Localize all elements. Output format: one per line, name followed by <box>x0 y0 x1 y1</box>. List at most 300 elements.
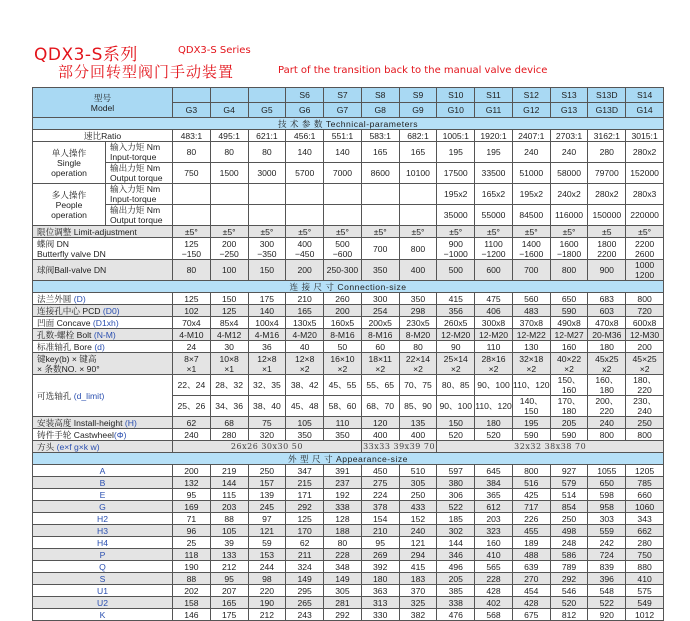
value-cell: 243 <box>286 609 324 621</box>
value-cell: 195 <box>475 142 513 163</box>
value-cell <box>324 205 362 226</box>
value-cell: 68、70 <box>361 396 399 417</box>
value-cell: 348 <box>324 561 362 573</box>
value-cell: 90、100 <box>437 396 475 417</box>
value-cell: 500 <box>437 260 475 281</box>
value-cell: 125 −150 <box>173 238 211 260</box>
table-row <box>33 329 664 341</box>
value-cell <box>286 184 324 205</box>
value-cell: 85x4 <box>210 317 248 329</box>
value-cell: 45×25 ×2 <box>626 353 664 375</box>
value-cell: 391 <box>324 465 362 477</box>
value-cell: 120 <box>361 417 399 429</box>
value-cell: 380 <box>437 477 475 489</box>
value-cell: 240x2 <box>550 184 588 205</box>
value-cell: 433 <box>399 501 437 513</box>
row-label <box>33 513 173 525</box>
table-row <box>33 477 664 489</box>
value-cell: 180、220 <box>626 375 664 396</box>
value-cell: 565 <box>475 561 513 573</box>
value-cell: 95 <box>173 489 211 501</box>
value-cell: 80 <box>173 142 211 163</box>
value-cell: 135 <box>399 417 437 429</box>
value-cell: ±5° <box>173 226 211 238</box>
value-cell: 140 <box>324 142 362 163</box>
value-cell: 212 <box>210 561 248 573</box>
row-label <box>33 537 173 549</box>
row-label <box>33 465 173 477</box>
table-row <box>33 441 664 453</box>
value-cell: 789 <box>550 561 588 573</box>
value-cell: 260x5 <box>437 317 475 329</box>
value-cell: 410 <box>475 549 513 561</box>
value-cell: ±5° <box>475 226 513 238</box>
value-cell: 102 <box>173 305 211 317</box>
value-cell: 150 <box>210 293 248 305</box>
row-label <box>33 142 106 184</box>
row-label-code: (D1xh) <box>92 317 119 328</box>
value-cell: 645 <box>475 465 513 477</box>
value-cell: 325 <box>399 597 437 609</box>
row-label-text: 法兰外圆 <box>37 293 74 304</box>
table-row <box>33 293 664 305</box>
row-sublabel: 输出力矩 Nm Output torque <box>106 163 173 184</box>
value-cell: 219 <box>210 465 248 477</box>
value-cell: 306 <box>437 489 475 501</box>
value-cell: 165 <box>210 597 248 609</box>
g-model-cell: G13 <box>550 103 588 118</box>
value-cell: 280x2 <box>626 142 664 163</box>
value-cell: 90、100 <box>475 375 513 396</box>
value-cell: 59 <box>248 537 286 549</box>
value-cell: 240 <box>173 429 211 441</box>
value-cell: ±5° <box>550 226 588 238</box>
value-cell: 58000 <box>550 163 588 184</box>
value-cell: 22×14 ×2 <box>399 353 437 375</box>
value-cell: 1400 −1600 <box>512 238 550 260</box>
value-cell: 125 <box>173 293 211 305</box>
value-cell: 195x2 <box>512 184 550 205</box>
value-cell: 62 <box>173 417 211 429</box>
row-label-text: B <box>99 477 106 488</box>
subtitle-cn: 部分回转型阀门手动装置 <box>58 63 235 81</box>
value-cell: 170、180 <box>550 396 588 417</box>
row-label-code: (Φ) <box>113 429 127 440</box>
value-cell: 50 <box>324 341 362 353</box>
row-label <box>33 525 173 537</box>
value-cell: ±5° <box>248 226 286 238</box>
row-label-text: E <box>99 489 106 500</box>
value-cell: 237 <box>324 477 362 489</box>
value-cell: 250 <box>626 417 664 429</box>
table-row <box>33 597 664 609</box>
value-cell: 546 <box>550 585 588 597</box>
value-cell: 132 <box>173 477 211 489</box>
value-cell: 36 <box>248 341 286 353</box>
g-model-cell: G10 <box>437 103 475 118</box>
value-cell: 396 <box>588 573 626 585</box>
value-cell: 280 <box>626 537 664 549</box>
value-cell: 228 <box>475 573 513 585</box>
value-cell: 18×11 ×2 <box>361 353 399 375</box>
value-cell: 520 <box>437 429 475 441</box>
value-cell: 35000 <box>437 205 475 226</box>
value-cell: 456:1 <box>286 130 324 142</box>
row-label-code: (N-M) <box>93 329 116 340</box>
value-cell: 254 <box>361 305 399 317</box>
value-cell: ±5° <box>626 226 664 238</box>
value-cell: 180 <box>475 417 513 429</box>
value-cell <box>286 205 324 226</box>
value-cell: 140、150 <box>512 396 550 417</box>
value-cell <box>210 184 248 205</box>
value-cell: 639 <box>512 561 550 573</box>
section-title: 技 术 参 数 Technical-parameters <box>33 118 664 130</box>
value-cell: 717 <box>512 501 550 513</box>
value-cell: 298 <box>399 305 437 317</box>
value-cell: 192 <box>324 489 362 501</box>
value-cell: 80 <box>248 142 286 163</box>
value-cell: 170 <box>286 525 324 537</box>
value-cell: 392 <box>361 561 399 573</box>
value-cell: 280x2 <box>588 184 626 205</box>
model-header-row <box>33 88 664 103</box>
value-cell: 370x8 <box>512 317 550 329</box>
value-cell: 313 <box>361 597 399 609</box>
value-cell: 133 <box>210 549 248 561</box>
value-cell: 116000 <box>550 205 588 226</box>
value-cell: 590 <box>550 305 588 317</box>
value-cell: 603 <box>588 305 626 317</box>
value-cell: 80 <box>210 142 248 163</box>
value-cell: 245 <box>248 501 286 513</box>
value-cell: 115 <box>210 489 248 501</box>
value-cell: 400 <box>399 260 437 281</box>
value-cell: 146 <box>173 609 211 621</box>
value-cell: 169 <box>173 501 211 513</box>
value-cell: 80、85 <box>437 375 475 396</box>
row-label-text: S <box>99 573 106 584</box>
value-cell: 880 <box>626 561 664 573</box>
value-cell: 195x2 <box>437 184 475 205</box>
value-cell: 402 <box>475 597 513 609</box>
row-label-text: H4 <box>97 537 108 548</box>
row-label-text: 单人操作 Single operation <box>51 147 87 178</box>
value-cell: 8-M16 <box>361 329 399 341</box>
value-cell: 522 <box>588 597 626 609</box>
s-model-cell: S8 <box>361 88 399 103</box>
value-cell: 25×14 ×2 <box>437 353 475 375</box>
value-cell: 559 <box>588 525 626 537</box>
value-cell: 55、65 <box>361 375 399 396</box>
value-cell: 250 <box>248 465 286 477</box>
row-label-text: 安装高度 Install-height <box>37 417 125 428</box>
table-row <box>33 501 664 513</box>
s-model-cell <box>210 88 248 103</box>
value-cell: 32×18 ×2 <box>512 353 550 375</box>
value-cell: 84500 <box>512 205 550 226</box>
value-cell: 4-M12 <box>210 329 248 341</box>
value-cell: 662 <box>626 525 664 537</box>
value-cell: 230x5 <box>399 317 437 329</box>
value-cell: 228 <box>324 549 362 561</box>
s-model-cell: S7 <box>324 88 362 103</box>
value-cell: 33x33 39x39 70 <box>363 441 436 451</box>
value-cell: 85、90 <box>399 396 437 417</box>
row-label <box>33 609 173 621</box>
value-cell: 490x8 <box>550 317 588 329</box>
value-cell: 346 <box>437 549 475 561</box>
value-cell: 650 <box>588 477 626 489</box>
row-label-text: H2 <box>97 513 108 524</box>
value-cell: 600x8 <box>626 317 664 329</box>
value-cell: 483 <box>512 305 550 317</box>
value-cell: 130x5 <box>286 317 324 329</box>
value-cell: 498 <box>550 525 588 537</box>
value-cell: 230、240 <box>626 396 664 417</box>
value-cell: 211 <box>286 549 324 561</box>
s-model-cell: S10 <box>437 88 475 103</box>
value-cell: 260 <box>324 293 362 305</box>
value-cell: 425 <box>512 489 550 501</box>
value-cell: 12-M20 <box>437 329 475 341</box>
row-label <box>33 305 173 317</box>
value-cell: 338 <box>324 501 362 513</box>
value-cell: 548 <box>588 585 626 597</box>
table-row <box>33 142 664 163</box>
value-cell: 3000 <box>248 163 286 184</box>
row-label <box>33 429 173 441</box>
value-cell: 150、160 <box>550 375 588 396</box>
value-cell: 400 <box>361 429 399 441</box>
value-cell: 4-M20 <box>286 329 324 341</box>
value-cell: 240 <box>550 142 588 163</box>
value-cell: 350 <box>399 293 437 305</box>
g-model-cell: G6 <box>286 103 324 118</box>
value-cell: 45、48 <box>286 396 324 417</box>
value-cell: 2703:1 <box>550 130 588 142</box>
value-cell: 24 <box>173 341 211 353</box>
value-cell: 200、220 <box>588 396 626 417</box>
value-cell: 2407:1 <box>512 130 550 142</box>
value-cell: 150000 <box>588 205 626 226</box>
row-label-text: 铸件手轮 Castwheel <box>37 429 114 440</box>
value-cell <box>399 205 437 226</box>
value-cell: 724 <box>588 549 626 561</box>
value-cell: 300 <box>361 293 399 305</box>
value-cell: 210 <box>361 525 399 537</box>
value-cell: 920 <box>588 609 626 621</box>
row-label-code: (d) <box>94 341 105 352</box>
s-model-cell <box>248 88 286 103</box>
value-cell: 171 <box>286 489 324 501</box>
section-header <box>33 118 664 130</box>
row-label-code: (d_limit) <box>73 390 105 401</box>
value-cell: 4-M16 <box>248 329 286 341</box>
row-label-text: 可选轴孔 <box>37 390 74 401</box>
row-sublabel: 输入力矩 Nm Input-torque <box>106 142 173 163</box>
row-label <box>33 341 173 353</box>
value-cell: 682:1 <box>399 130 437 142</box>
value-cell: 224 <box>361 489 399 501</box>
table-row <box>33 130 664 142</box>
value-cell: 280 <box>210 429 248 441</box>
g-model-cell: G14 <box>626 103 664 118</box>
value-cell: 475 <box>475 293 513 305</box>
row-label <box>33 353 173 375</box>
row-label <box>33 597 173 609</box>
value-cell: 10100 <box>399 163 437 184</box>
value-cell: 71 <box>173 513 211 525</box>
value-cell: 144 <box>437 537 475 549</box>
value-cell: 95 <box>361 537 399 549</box>
table-row <box>33 609 664 621</box>
value-cell: 149 <box>286 573 324 585</box>
value-cell: 17500 <box>437 163 475 184</box>
value-cell: 549 <box>626 597 664 609</box>
value-cell: 45x25 x2 <box>588 353 626 375</box>
value-cell: 303 <box>588 513 626 525</box>
row-label <box>33 260 173 281</box>
value-cell: 98 <box>248 573 286 585</box>
value-cell: 415 <box>399 561 437 573</box>
value-cell: 269 <box>361 549 399 561</box>
value-cell: 428 <box>475 585 513 597</box>
value-cell: 150 <box>437 417 475 429</box>
value-cell: 900 −1000 <box>437 238 475 260</box>
value-cell: 25、26 <box>173 396 211 417</box>
value-cell: 149 <box>324 573 362 585</box>
value-cell: 215 <box>286 477 324 489</box>
value-cell: 105 <box>210 525 248 537</box>
value-cell: 212 <box>248 609 286 621</box>
value-cell: ±5 <box>588 226 626 238</box>
value-cell <box>248 184 286 205</box>
table-row <box>33 525 664 537</box>
value-cell: 1800 2200 <box>588 238 626 260</box>
value-cell: 165 <box>361 142 399 163</box>
spec-table <box>32 87 664 621</box>
value-cell: 455 <box>512 525 550 537</box>
value-cell: 28、32 <box>210 375 248 396</box>
g-model-cell: G4 <box>210 103 248 118</box>
value-cell: 476 <box>437 609 475 621</box>
value-cell: 62 <box>286 537 324 549</box>
value-cell: 165x2 <box>475 184 513 205</box>
value-cell <box>248 205 286 226</box>
value-cell: 350 <box>286 429 324 441</box>
row-label-text: 键key(b) × 键高 × 条数NO. × 90° <box>37 353 100 374</box>
value-cell: 12-M30 <box>626 329 664 341</box>
row-label <box>33 184 106 226</box>
value-cell: 598 <box>588 489 626 501</box>
table-row <box>33 585 664 597</box>
value-cell <box>173 184 211 205</box>
table-row <box>33 305 664 317</box>
value-cell: 68 <box>210 417 248 429</box>
g-model-cell: G7 <box>324 103 362 118</box>
value-cell: 568 <box>475 609 513 621</box>
value-cell: 363 <box>361 585 399 597</box>
row-label-text: Q <box>99 561 106 572</box>
value-cell: 1000 1200 <box>626 260 664 281</box>
value-cell: 100 <box>210 260 248 281</box>
value-cell: 839 <box>588 561 626 573</box>
value-cell: 350 <box>324 429 362 441</box>
row-label-text: 孔数-螺栓 Bolt <box>37 329 94 340</box>
value-cell: 240 <box>399 525 437 537</box>
row-label-text: 蝶阀 DN Butterfly valve DN <box>37 238 106 259</box>
value-cell: 330 <box>361 609 399 621</box>
value-cell: 3162:1 <box>588 130 626 142</box>
value-cell: 1920:1 <box>475 130 513 142</box>
value-cell: 152 <box>399 513 437 525</box>
value-cell: 365 <box>475 489 513 501</box>
value-cell: 28×16 ×2 <box>475 353 513 375</box>
value-cell: 157 <box>248 477 286 489</box>
value-cell: 80 <box>399 341 437 353</box>
value-cell: 95 <box>210 573 248 585</box>
value-cell: 60 <box>361 341 399 353</box>
g-model-cell: G5 <box>248 103 286 118</box>
value-cell: 2200 2600 <box>626 238 664 260</box>
value-cell: 160、180 <box>588 375 626 396</box>
value-cell: 305 <box>324 585 362 597</box>
value-cell: 205 <box>550 417 588 429</box>
value-cell: 275 <box>361 477 399 489</box>
value-cell: 410 <box>626 573 664 585</box>
table-row <box>33 417 664 429</box>
value-cell: 160 <box>475 537 513 549</box>
value-cell: 51000 <box>512 163 550 184</box>
value-cell: 400 −450 <box>286 238 324 260</box>
value-cell: 700 <box>361 238 399 260</box>
value-cell: 200x5 <box>361 317 399 329</box>
value-cell: 80 <box>173 260 211 281</box>
table-row <box>33 260 664 281</box>
row-label <box>33 489 173 501</box>
row-label <box>33 130 173 142</box>
value-cell: 10×8 ×1 <box>210 353 248 375</box>
section-header <box>33 281 664 293</box>
value-cell: 203 <box>475 513 513 525</box>
value-cell: 154 <box>361 513 399 525</box>
table-row <box>33 163 664 184</box>
value-cell: 33500 <box>475 163 513 184</box>
row-label-text: 球阀Ball-valve DN <box>37 265 107 275</box>
value-cell: 30 <box>210 341 248 353</box>
row-label-text: A <box>99 465 106 476</box>
value-cell: 292 <box>550 573 588 585</box>
value-cell: ±5° <box>437 226 475 238</box>
table-row <box>33 341 664 353</box>
value-cell: 240 <box>512 142 550 163</box>
value-cell: 454 <box>512 585 550 597</box>
value-cell: 175 <box>248 293 286 305</box>
title-cn: QDX3-S系列 <box>34 45 138 65</box>
section-header <box>33 453 664 465</box>
value-cell: 800 <box>399 238 437 260</box>
value-cell: 139 <box>248 489 286 501</box>
value-cell: 378 <box>361 501 399 513</box>
s-model-cell: S14 <box>626 88 664 103</box>
row-label <box>33 441 173 453</box>
value-cell: 12-M27 <box>550 329 588 341</box>
g-model-cell: G3 <box>173 103 211 118</box>
row-label <box>33 293 173 305</box>
value-cell: 343 <box>626 513 664 525</box>
value-cell <box>173 205 211 226</box>
